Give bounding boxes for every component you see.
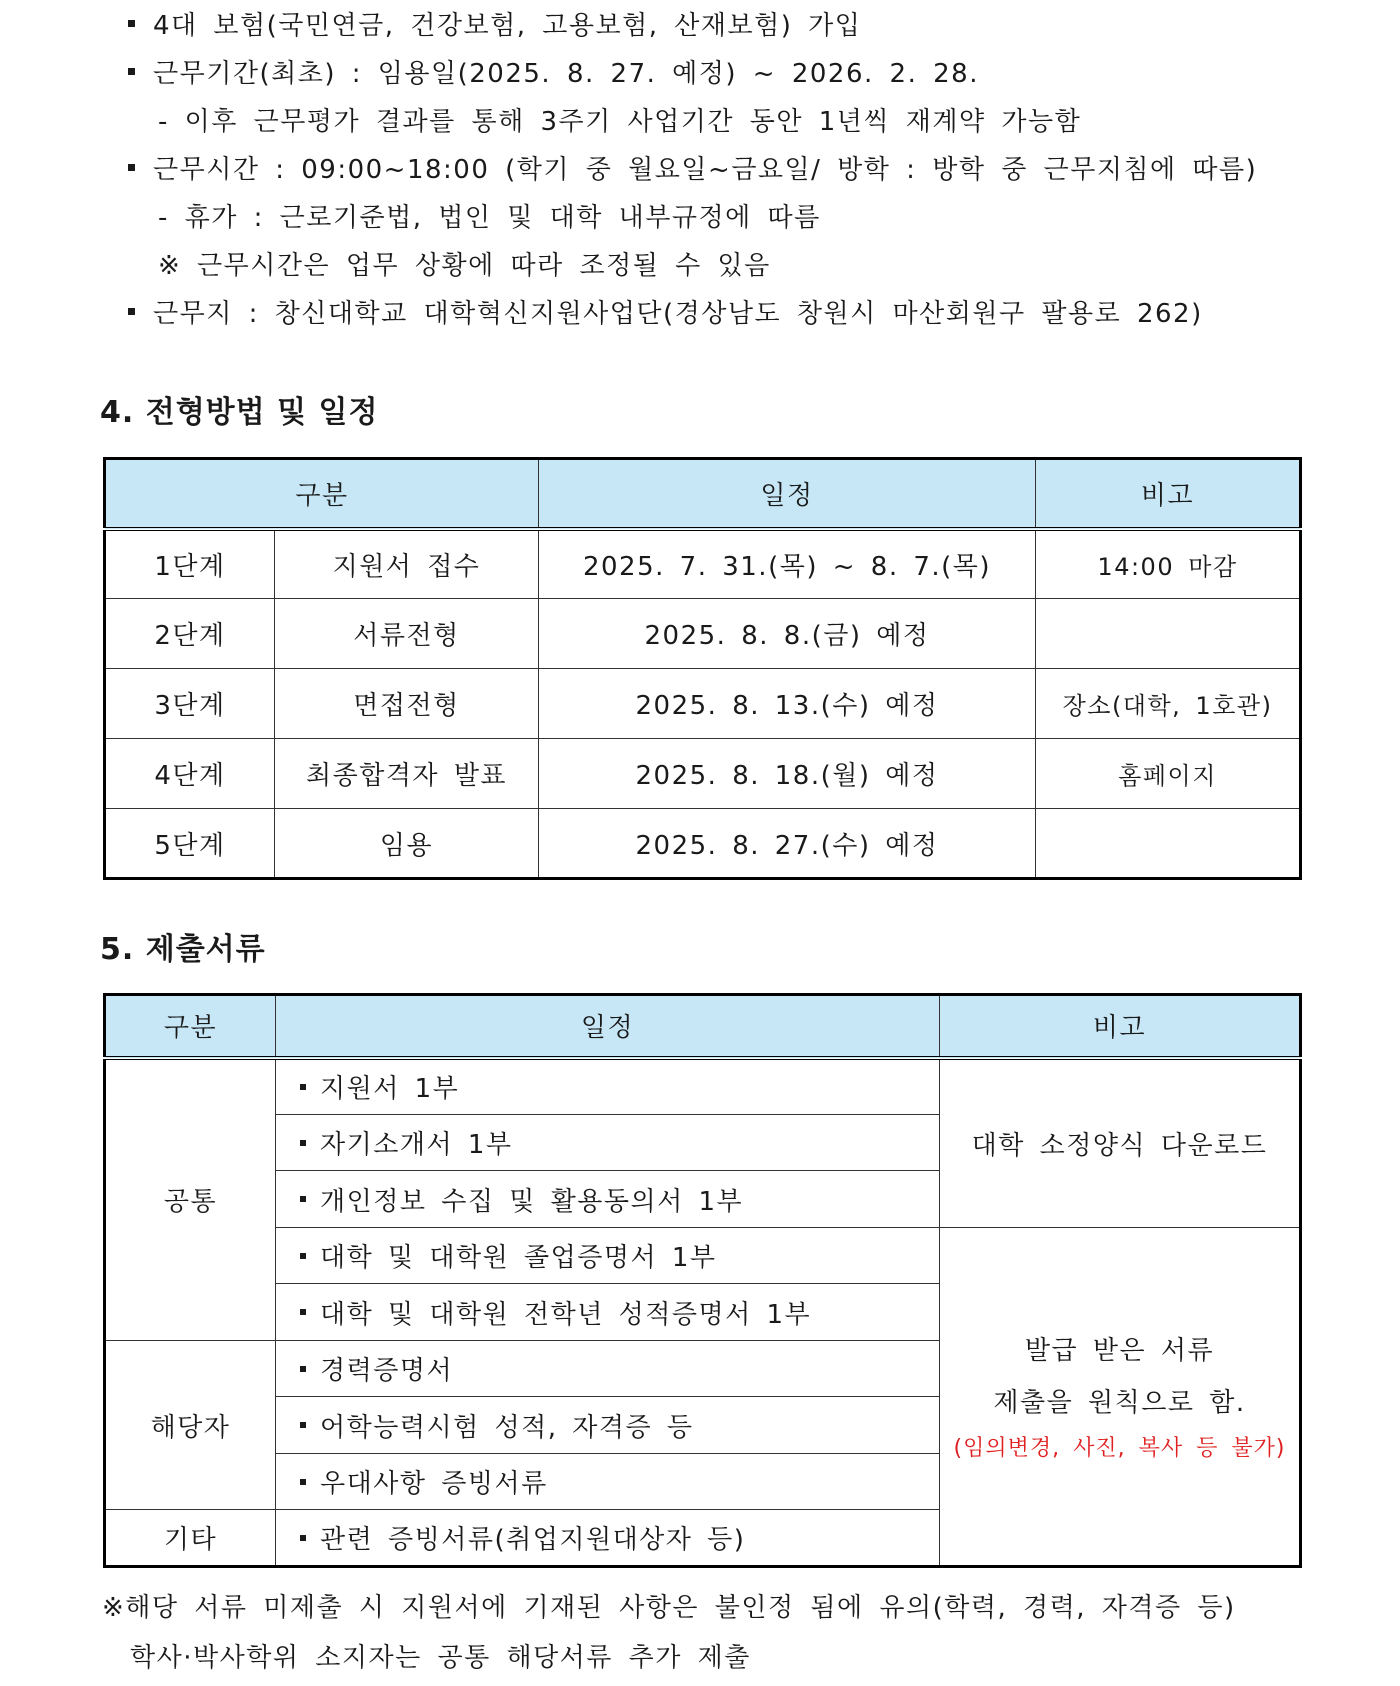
section4-title: 4. 전형방법 및 일정 xyxy=(100,395,379,430)
doc-text: 자기소개서 1부 xyxy=(320,1130,513,1160)
doc-cell xyxy=(276,1341,940,1397)
documents-table xyxy=(103,993,1302,1568)
bullet-icon xyxy=(300,1196,306,1202)
bullet-icon xyxy=(300,1253,306,1259)
issued-note-warning: (임의변경, 사진, 복사 등 불가) xyxy=(953,1435,1286,1461)
hours-adjust-note: ※ 근무시간은 업무 상황에 따라 조정될 수 있음 xyxy=(158,251,771,281)
date-cell: 2025. 8. 13.(수) 예정 xyxy=(539,669,1036,739)
doc-cell xyxy=(276,1510,940,1567)
date-cell: 2025. 8. 18.(월) 예정 xyxy=(539,739,1036,809)
bullet-icon xyxy=(128,20,135,27)
schedule-table xyxy=(103,457,1302,880)
workplace-text: 근무지 : 창신대학교 대학혁신지원사업단(경상남도 창원시 마산회원구 팔용로 262) xyxy=(153,299,1203,329)
date-cell: 2025. 8. 8.(금) 예정 xyxy=(539,599,1036,669)
header-category: 구분 xyxy=(105,995,276,1058)
step-name-cell: 임용 xyxy=(275,809,539,879)
group-other: 기타 xyxy=(105,1510,276,1567)
note-cell: 장소(대학, 1호관) xyxy=(1036,669,1301,739)
header-note: 비고 xyxy=(940,995,1301,1058)
stage-cell: 2단계 xyxy=(105,599,275,669)
date-cell: 2025. 7. 31.(목) ~ 8. 7.(목) xyxy=(539,529,1036,599)
work-period-text: 근무기간(최초) : 임용일(2025. 8. 27. 예정) ~ 2026. 2. 28. xyxy=(153,59,979,89)
table-row xyxy=(105,529,1301,599)
doc-text: 경력증명서 xyxy=(320,1356,454,1386)
header-schedule: 일정 xyxy=(539,459,1036,529)
step-name-cell: 최종합격자 발표 xyxy=(275,739,539,809)
bullet-icon xyxy=(128,164,135,171)
renewal-note: - 이후 근무평가 결과를 통해 3주기 사업기간 동안 1년씩 재계약 가능함 xyxy=(158,107,1082,137)
table-row xyxy=(105,809,1301,879)
download-note: 대학 소정양식 다운로드 xyxy=(940,1058,1301,1228)
doc-text: 지원서 1부 xyxy=(320,1074,460,1105)
doc-cell xyxy=(276,1228,940,1284)
insurance-text: 4대 보험(국민연금, 건강보험, 고용보험, 산재보험) 가입 xyxy=(153,11,862,41)
bullet-icon xyxy=(128,308,135,315)
stage-cell: 3단계 xyxy=(105,669,275,739)
header-category: 구분 xyxy=(105,459,539,529)
bullet-icon xyxy=(300,1535,306,1541)
group-applicable: 해당자 xyxy=(105,1341,276,1510)
doc-text: 관련 증빙서류(취업지원대상자 등) xyxy=(320,1525,746,1555)
doc-cell xyxy=(276,1284,940,1341)
insurance-line xyxy=(128,10,861,42)
schedule-header-row xyxy=(105,459,1301,529)
workplace-line xyxy=(128,298,1203,330)
step-name-cell: 면접전형 xyxy=(275,669,539,739)
stage-cell: 5단계 xyxy=(105,809,275,879)
issued-note xyxy=(940,1228,1301,1567)
bullet-icon xyxy=(300,1479,306,1485)
note-cell: 14:00 마감 xyxy=(1036,529,1301,599)
doc-text: 개인정보 수집 및 활용동의서 1부 xyxy=(320,1186,744,1217)
note-cell xyxy=(1036,809,1301,879)
doc-cell xyxy=(276,1115,940,1171)
doc-text: 어학능력시험 성적, 자격증 등 xyxy=(320,1412,694,1443)
table-row xyxy=(105,1228,1301,1284)
header-note: 비고 xyxy=(1036,459,1301,529)
table-row xyxy=(105,599,1301,669)
bullet-icon xyxy=(300,1366,306,1372)
doc-text: 우대사항 증빙서류 xyxy=(320,1469,548,1499)
issued-note-line2: 제출을 원칙으로 함. xyxy=(993,1387,1246,1418)
step-name-cell: 서류전형 xyxy=(275,599,539,669)
bullet-icon xyxy=(300,1084,306,1090)
group-common: 공통 xyxy=(105,1058,276,1341)
table-row xyxy=(105,1058,1301,1115)
header-schedule: 일정 xyxy=(276,995,940,1058)
note-cell xyxy=(1036,599,1301,669)
documents-header-row xyxy=(105,995,1301,1058)
bullet-icon xyxy=(300,1422,306,1428)
note-cell: 홈페이지 xyxy=(1036,739,1301,809)
issued-note-line1: 발급 받은 서류 xyxy=(1024,1335,1215,1366)
doc-cell xyxy=(276,1171,940,1228)
doc-cell xyxy=(276,1058,940,1115)
doc-text: 대학 및 대학원 전학년 성적증명서 1부 xyxy=(320,1299,812,1330)
work-period-line xyxy=(128,58,979,90)
bullet-icon xyxy=(128,68,135,75)
footer-note-line1: ※해당 서류 미제출 시 지원서에 기재된 사항은 불인정 됨에 유의(학력, 경력, 자격증 등) xyxy=(102,1593,1236,1623)
doc-cell xyxy=(276,1397,940,1454)
stage-cell: 1단계 xyxy=(105,529,275,599)
doc-text: 대학 및 대학원 졸업증명서 1부 xyxy=(320,1243,717,1273)
leave-note: - 휴가 : 근로기준법, 법인 및 대학 내부규정에 따름 xyxy=(158,203,821,233)
table-row xyxy=(105,669,1301,739)
date-cell: 2025. 8. 27.(수) 예정 xyxy=(539,809,1036,879)
step-name-cell: 지원서 접수 xyxy=(275,529,539,599)
bullet-icon xyxy=(300,1140,306,1146)
work-hours-line xyxy=(128,154,1257,186)
bullet-icon xyxy=(300,1309,306,1315)
footer-note-line2: 학사·박사학위 소지자는 공통 해당서류 추가 제출 xyxy=(130,1643,751,1673)
stage-cell: 4단계 xyxy=(105,739,275,809)
table-row xyxy=(105,739,1301,809)
work-hours-text: 근무시간 : 09:00~18:00 (학기 중 월요일~금요일/ 방학 : 방학 중 근무지침에 따름) xyxy=(153,155,1258,185)
section5-title: 5. 제출서류 xyxy=(100,932,266,967)
doc-cell xyxy=(276,1454,940,1510)
